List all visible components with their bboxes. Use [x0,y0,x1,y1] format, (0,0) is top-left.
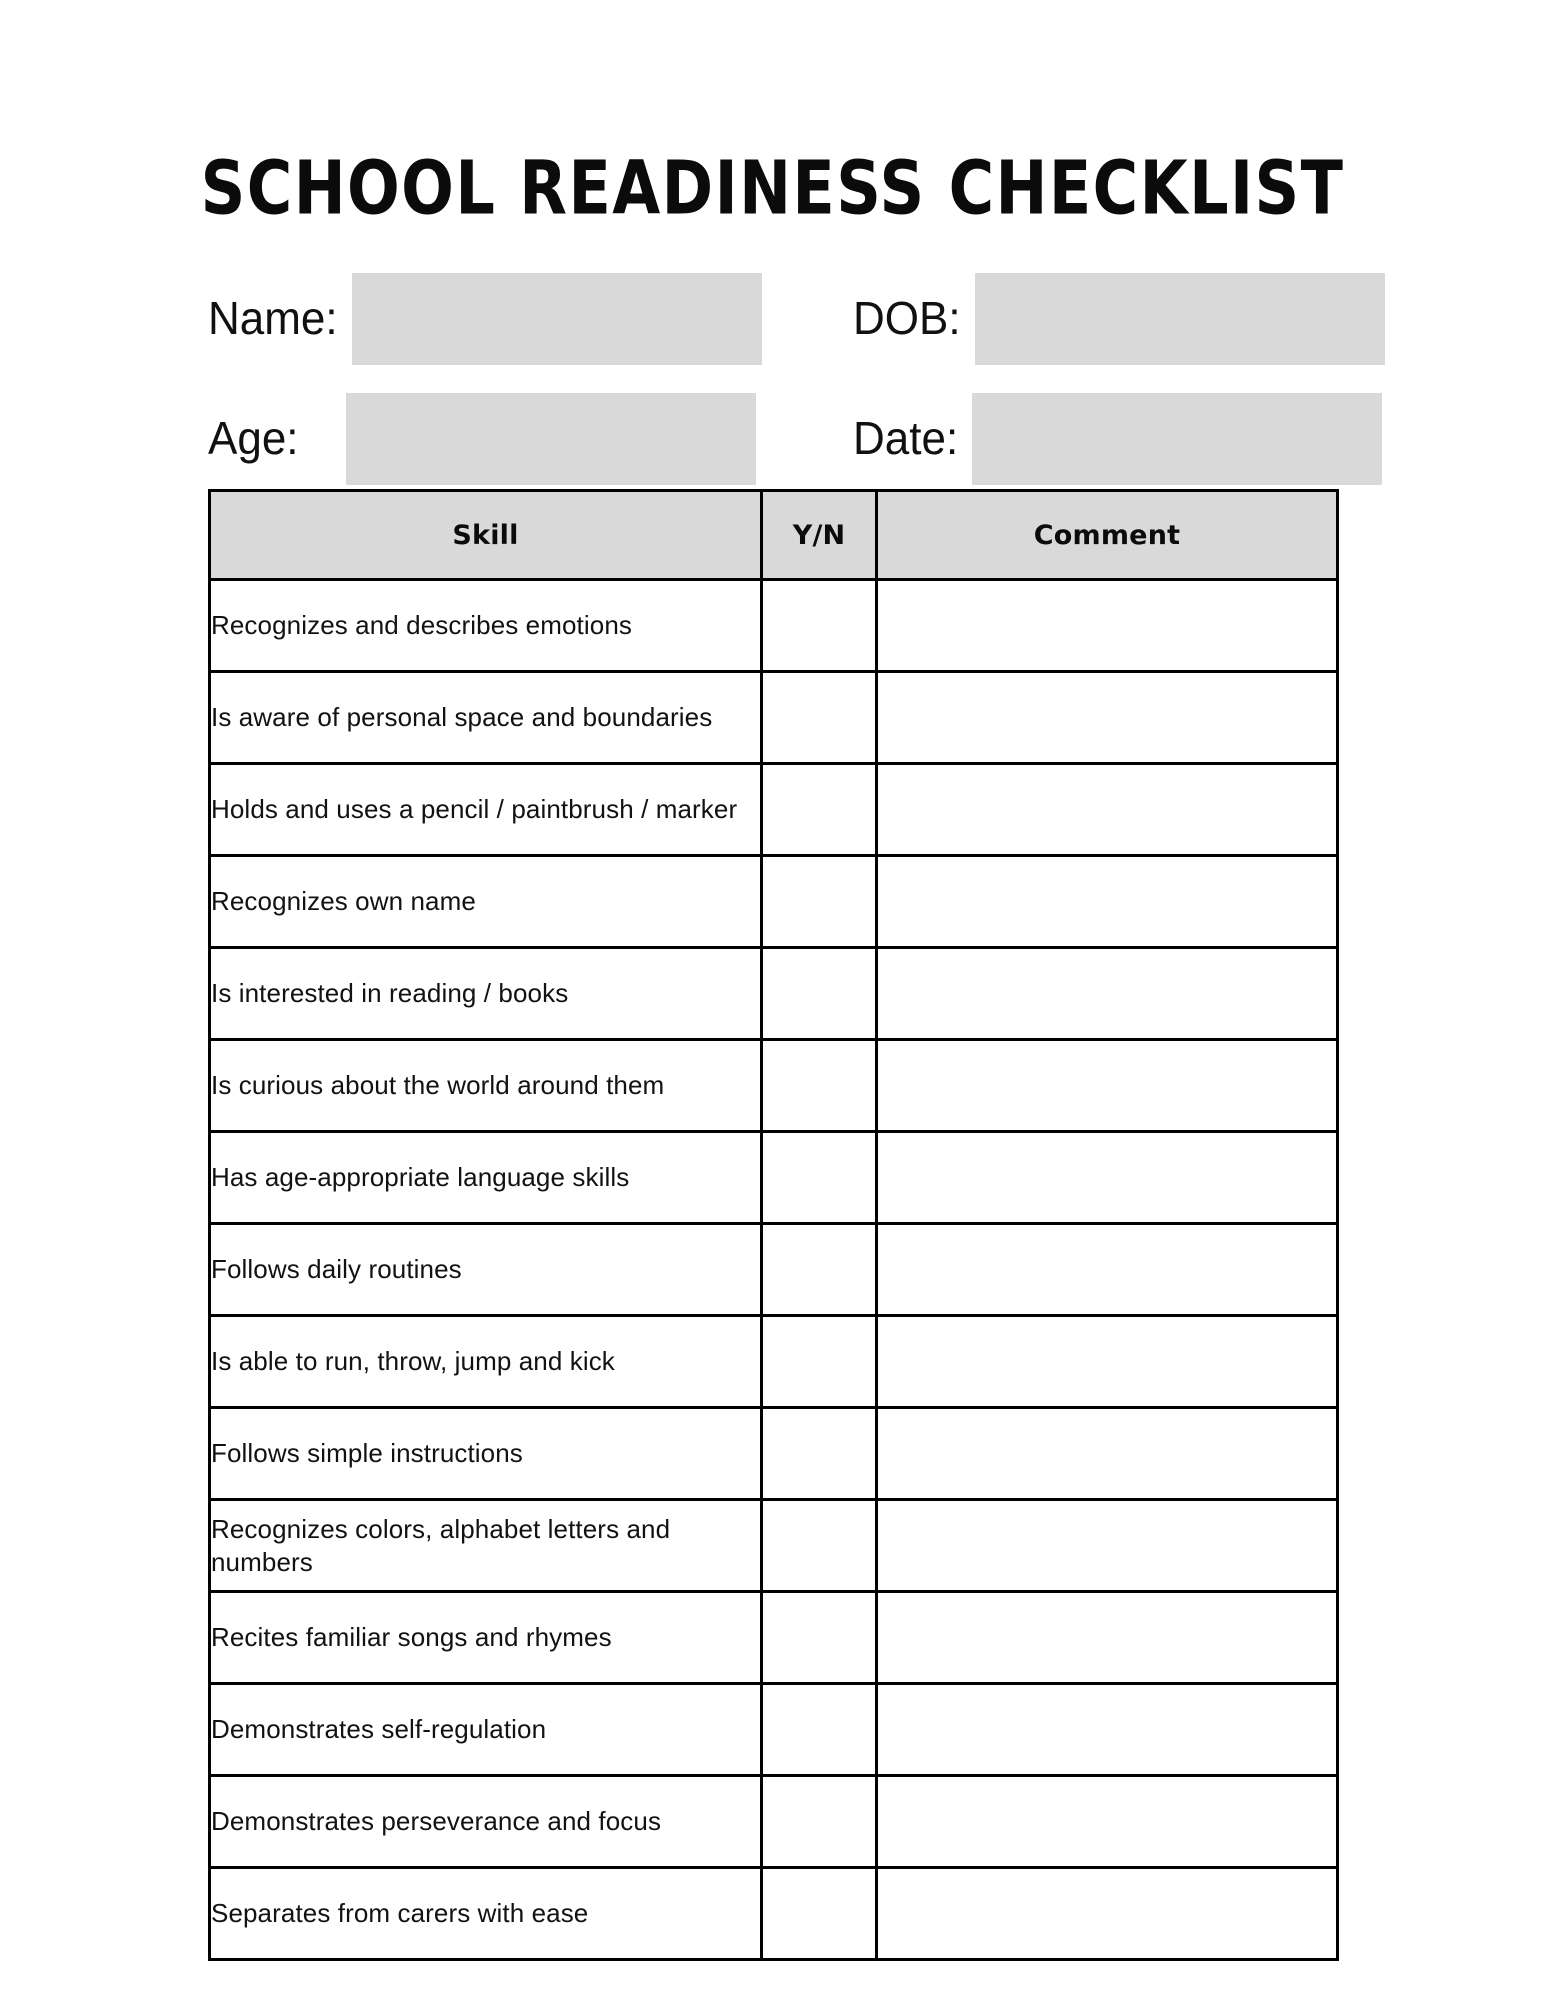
yn-cell[interactable] [762,1592,877,1684]
skill-cell: Is curious about the world around them [210,1040,762,1132]
comment-cell[interactable] [877,1592,1338,1684]
skill-cell: Recognizes and describes emotions [210,580,762,672]
skill-cell: Demonstrates perseverance and focus [210,1776,762,1868]
table-row [210,1224,1338,1316]
table-body [210,580,1338,1960]
comment-cell[interactable] [877,1316,1338,1408]
column-header-yn: Y/N [762,491,877,580]
skill-cell: Holds and uses a pencil / paintbrush / marker [210,764,762,856]
date-input[interactable] [972,393,1382,485]
comment-cell[interactable] [877,1132,1338,1224]
yn-cell[interactable] [762,672,877,764]
table-row [210,580,1338,672]
table-row [210,856,1338,948]
info-fields-section [208,273,1336,493]
yn-cell[interactable] [762,1868,877,1960]
comment-cell[interactable] [877,1040,1338,1132]
comment-cell[interactable] [877,1224,1338,1316]
table-row [210,1316,1338,1408]
comment-cell[interactable] [877,580,1338,672]
table-row [210,1684,1338,1776]
skill-cell: Follows daily routines [210,1224,762,1316]
column-header-comment: Comment [877,491,1338,580]
table-row [210,1500,1338,1592]
yn-cell[interactable] [762,1408,877,1500]
dob-field-group [853,273,1336,365]
skill-cell: Is aware of personal space and boundaries [210,672,762,764]
yn-cell[interactable] [762,1684,877,1776]
table-header [210,491,1338,580]
info-row-name-dob [208,273,1336,365]
comment-cell[interactable] [877,856,1338,948]
yn-cell[interactable] [762,764,877,856]
comment-cell[interactable] [877,1868,1338,1960]
skill-cell: Recognizes colors, alphabet letters and numbers [210,1500,762,1592]
page-title: SCHOOL READINESS CHECKLIST [200,145,1345,232]
age-label: Age: [208,412,299,465]
table-header-row [210,491,1338,580]
dob-input[interactable] [975,273,1385,365]
table-row [210,1408,1338,1500]
date-label: Date: [853,412,959,465]
table-row [210,1592,1338,1684]
skill-cell: Has age-appropriate language skills [210,1132,762,1224]
name-field-group [208,273,756,365]
yn-cell[interactable] [762,1316,877,1408]
yn-cell[interactable] [762,1132,877,1224]
comment-cell[interactable] [877,672,1338,764]
name-input[interactable] [352,273,762,365]
table-row [210,948,1338,1040]
yn-cell[interactable] [762,948,877,1040]
comment-cell[interactable] [877,948,1338,1040]
yn-cell[interactable] [762,1500,877,1592]
comment-cell[interactable] [877,1500,1338,1592]
table-row [210,1776,1338,1868]
skill-cell: Demonstrates self-regulation [210,1684,762,1776]
yn-cell[interactable] [762,1040,877,1132]
skill-cell: Separates from carers with ease [210,1868,762,1960]
name-label: Name: [208,292,338,345]
comment-cell[interactable] [877,1408,1338,1500]
skill-cell: Recites familiar songs and rhymes [210,1592,762,1684]
skill-cell: Follows simple instructions [210,1408,762,1500]
column-header-skill: Skill [210,491,762,580]
table-row [210,672,1338,764]
yn-cell[interactable] [762,1776,877,1868]
age-field-group [208,393,756,485]
yn-cell[interactable] [762,1224,877,1316]
yn-cell[interactable] [762,856,877,948]
skill-cell: Recognizes own name [210,856,762,948]
skill-cell: Is able to run, throw, jump and kick [210,1316,762,1408]
comment-cell[interactable] [877,1684,1338,1776]
date-field-group [853,393,1336,485]
comment-cell[interactable] [877,764,1338,856]
comment-cell[interactable] [877,1776,1338,1868]
dob-label: DOB: [853,292,961,345]
table-row [210,764,1338,856]
age-input[interactable] [346,393,756,485]
skills-checklist-table [208,489,1339,1961]
table-row [210,1040,1338,1132]
yn-cell[interactable] [762,580,877,672]
info-row-age-date [208,393,1336,485]
table-row [210,1132,1338,1224]
table-row [210,1868,1338,1960]
skill-cell: Is interested in reading / books [210,948,762,1040]
